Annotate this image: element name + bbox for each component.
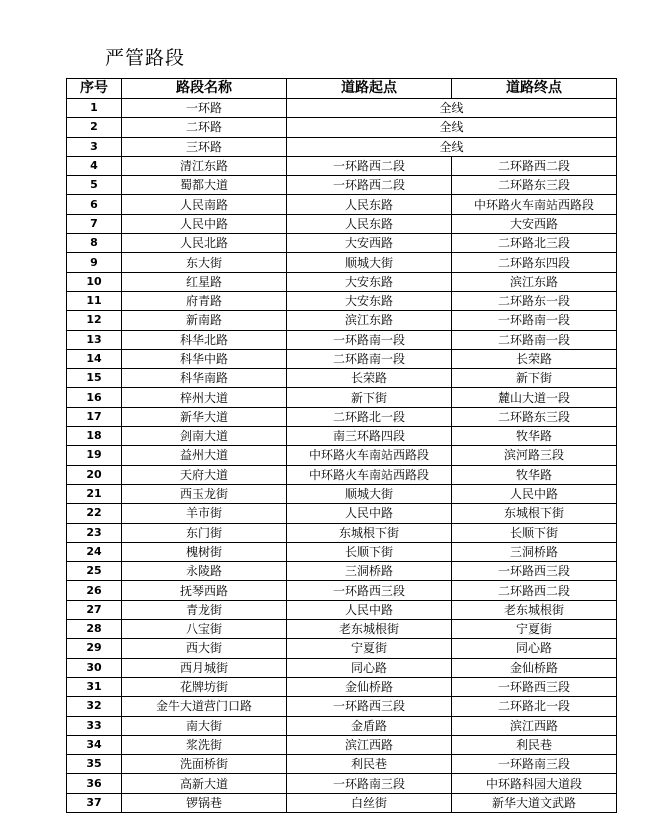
row-index: 24 [67, 542, 122, 561]
road-end: 二环路西二段 [452, 156, 617, 175]
road-name: 高新大道 [122, 774, 287, 793]
road-end: 二环路西二段 [452, 581, 617, 600]
road-name: 科华南路 [122, 369, 287, 388]
road-end: 新华大道文武路 [452, 793, 617, 812]
road-name: 府青路 [122, 291, 287, 310]
row-index: 28 [67, 620, 122, 639]
header-end: 道路终点 [452, 79, 617, 99]
row-index: 36 [67, 774, 122, 793]
road-name: 天府大道 [122, 465, 287, 484]
road-start: 一环路西三段 [287, 581, 452, 600]
row-index: 19 [67, 446, 122, 465]
road-start: 宁夏街 [287, 639, 452, 658]
table-row [67, 562, 617, 581]
row-index: 33 [67, 716, 122, 735]
row-index: 31 [67, 677, 122, 696]
table-row [67, 793, 617, 812]
road-end: 一环路西三段 [452, 677, 617, 696]
row-index: 23 [67, 523, 122, 542]
road-start: 长荣路 [287, 369, 452, 388]
road-start: 东城根下街 [287, 523, 452, 542]
road-start: 二环路南一段 [287, 349, 452, 368]
table-row [67, 600, 617, 619]
road-start: 人民中路 [287, 600, 452, 619]
row-index: 2 [67, 118, 122, 137]
road-end: 三洞桥路 [452, 542, 617, 561]
row-index: 25 [67, 562, 122, 581]
road-name: 科华中路 [122, 349, 287, 368]
table-row [67, 677, 617, 696]
row-index: 35 [67, 755, 122, 774]
road-start: 人民东路 [287, 195, 452, 214]
road-name: 花牌坊街 [122, 677, 287, 696]
road-table [66, 78, 617, 813]
road-name: 清江东路 [122, 156, 287, 175]
road-end: 滨河路三段 [452, 446, 617, 465]
road-name: 益州大道 [122, 446, 287, 465]
road-end: 大安西路 [452, 214, 617, 233]
road-start: 大安东路 [287, 272, 452, 291]
table-row [67, 620, 617, 639]
row-index: 6 [67, 195, 122, 214]
road-name: 南大街 [122, 716, 287, 735]
row-index: 30 [67, 658, 122, 677]
road-name: 人民中路 [122, 214, 287, 233]
table-row [67, 272, 617, 291]
road-name: 槐树街 [122, 542, 287, 561]
row-index: 13 [67, 330, 122, 349]
road-start: 顺城大街 [287, 253, 452, 272]
road-start: 一环路西三段 [287, 697, 452, 716]
road-start: 同心路 [287, 658, 452, 677]
row-index: 8 [67, 234, 122, 253]
road-start: 一环路南一段 [287, 330, 452, 349]
table-row [67, 639, 617, 658]
road-end: 金仙桥路 [452, 658, 617, 677]
road-name: 锣锅巷 [122, 793, 287, 812]
table-row [67, 214, 617, 233]
road-name: 抚琴西路 [122, 581, 287, 600]
header-start: 道路起点 [287, 79, 452, 99]
table-row [67, 523, 617, 542]
road-start: 滨江西路 [287, 735, 452, 754]
road-end: 长顺下街 [452, 523, 617, 542]
road-start: 中环路火车南站西路段 [287, 465, 452, 484]
row-index: 4 [67, 156, 122, 175]
road-name: 二环路 [122, 118, 287, 137]
road-start: 金仙桥路 [287, 677, 452, 696]
row-index: 1 [67, 99, 122, 118]
table-row [67, 118, 617, 137]
road-span: 全线 [287, 137, 617, 156]
row-index: 16 [67, 388, 122, 407]
row-index: 34 [67, 735, 122, 754]
table-row [67, 465, 617, 484]
table-row [67, 349, 617, 368]
table-row [67, 697, 617, 716]
road-end: 人民中路 [452, 484, 617, 503]
road-name: 西大街 [122, 639, 287, 658]
table-row [67, 137, 617, 156]
table-row [67, 427, 617, 446]
road-end: 宁夏街 [452, 620, 617, 639]
road-end: 二环路北三段 [452, 234, 617, 253]
road-start: 人民东路 [287, 214, 452, 233]
header-index: 序号 [67, 79, 122, 99]
row-index: 14 [67, 349, 122, 368]
road-end: 二环路南一段 [452, 330, 617, 349]
table-row [67, 716, 617, 735]
table-row [67, 755, 617, 774]
row-index: 10 [67, 272, 122, 291]
road-end: 老东城根街 [452, 600, 617, 619]
header-name: 路段名称 [122, 79, 287, 99]
row-index: 29 [67, 639, 122, 658]
road-start: 金盾路 [287, 716, 452, 735]
road-start: 新下街 [287, 388, 452, 407]
road-start: 老东城根街 [287, 620, 452, 639]
road-end: 长荣路 [452, 349, 617, 368]
row-index: 7 [67, 214, 122, 233]
row-index: 18 [67, 427, 122, 446]
road-start: 人民中路 [287, 504, 452, 523]
road-end: 二环路东四段 [452, 253, 617, 272]
road-start: 南三环路四段 [287, 427, 452, 446]
road-name: 红星路 [122, 272, 287, 291]
road-name: 浆洗街 [122, 735, 287, 754]
table-row [67, 774, 617, 793]
row-index: 26 [67, 581, 122, 600]
row-index: 32 [67, 697, 122, 716]
row-index: 21 [67, 484, 122, 503]
road-end: 二环路东三段 [452, 176, 617, 195]
road-name: 科华北路 [122, 330, 287, 349]
table-row [67, 330, 617, 349]
road-name: 八宝街 [122, 620, 287, 639]
row-index: 11 [67, 291, 122, 310]
table-row [67, 446, 617, 465]
table-row [67, 407, 617, 426]
road-start: 二环路北一段 [287, 407, 452, 426]
road-end: 中环路火车南站西路段 [452, 195, 617, 214]
road-name: 新华大道 [122, 407, 287, 426]
road-end: 二环路北一段 [452, 697, 617, 716]
row-index: 5 [67, 176, 122, 195]
road-name: 金牛大道营门口路 [122, 697, 287, 716]
road-name: 梓州大道 [122, 388, 287, 407]
road-name: 新南路 [122, 311, 287, 330]
road-end: 利民巷 [452, 735, 617, 754]
table-row [67, 504, 617, 523]
road-start: 大安东路 [287, 291, 452, 310]
row-index: 22 [67, 504, 122, 523]
road-start: 一环路南三段 [287, 774, 452, 793]
row-index: 37 [67, 793, 122, 812]
road-end: 一环路西三段 [452, 562, 617, 581]
road-start: 大安西路 [287, 234, 452, 253]
road-end: 牧华路 [452, 427, 617, 446]
road-start: 中环路火车南站西路段 [287, 446, 452, 465]
road-end: 新下街 [452, 369, 617, 388]
road-end: 一环路南一段 [452, 311, 617, 330]
road-end: 同心路 [452, 639, 617, 658]
road-name: 西玉龙街 [122, 484, 287, 503]
road-name: 一环路 [122, 99, 287, 118]
table-row [67, 388, 617, 407]
road-name: 羊市街 [122, 504, 287, 523]
road-name: 三环路 [122, 137, 287, 156]
table-row [67, 253, 617, 272]
road-span: 全线 [287, 118, 617, 137]
road-start: 利民巷 [287, 755, 452, 774]
row-index: 3 [67, 137, 122, 156]
road-name: 人民南路 [122, 195, 287, 214]
road-start: 一环路西二段 [287, 176, 452, 195]
road-name: 蜀都大道 [122, 176, 287, 195]
row-index: 9 [67, 253, 122, 272]
table-row [67, 234, 617, 253]
table-row [67, 99, 617, 118]
header-row [67, 79, 617, 99]
row-index: 27 [67, 600, 122, 619]
table-body [67, 99, 617, 813]
road-name: 人民北路 [122, 234, 287, 253]
road-start: 长顺下街 [287, 542, 452, 561]
table-row [67, 156, 617, 175]
road-end: 东城根下街 [452, 504, 617, 523]
road-name: 东门街 [122, 523, 287, 542]
table-row [67, 195, 617, 214]
road-name: 西月城街 [122, 658, 287, 677]
table-row [67, 581, 617, 600]
page-title: 严管路段 [105, 47, 186, 69]
road-name: 东大街 [122, 253, 287, 272]
road-name: 青龙街 [122, 600, 287, 619]
row-index: 17 [67, 407, 122, 426]
road-start: 白丝街 [287, 793, 452, 812]
road-end: 中环路科园大道段 [452, 774, 617, 793]
road-name: 永陵路 [122, 562, 287, 581]
road-end: 滨江西路 [452, 716, 617, 735]
road-end: 一环路南三段 [452, 755, 617, 774]
road-end: 二环路东三段 [452, 407, 617, 426]
table-row [67, 176, 617, 195]
table-row [67, 484, 617, 503]
road-end: 麓山大道一段 [452, 388, 617, 407]
road-span: 全线 [287, 99, 617, 118]
table-row [67, 311, 617, 330]
table-row [67, 735, 617, 754]
road-end: 牧华路 [452, 465, 617, 484]
table-header [67, 79, 617, 99]
row-index: 20 [67, 465, 122, 484]
road-name: 剑南大道 [122, 427, 287, 446]
row-index: 15 [67, 369, 122, 388]
row-index: 12 [67, 311, 122, 330]
road-start: 顺城大街 [287, 484, 452, 503]
table-row [67, 291, 617, 310]
road-name: 洗面桥街 [122, 755, 287, 774]
road-start: 滨江东路 [287, 311, 452, 330]
road-end: 二环路东一段 [452, 291, 617, 310]
road-end: 滨江东路 [452, 272, 617, 291]
road-start: 一环路西二段 [287, 156, 452, 175]
table-row [67, 542, 617, 561]
table-row [67, 658, 617, 677]
table-row [67, 369, 617, 388]
road-start: 三洞桥路 [287, 562, 452, 581]
